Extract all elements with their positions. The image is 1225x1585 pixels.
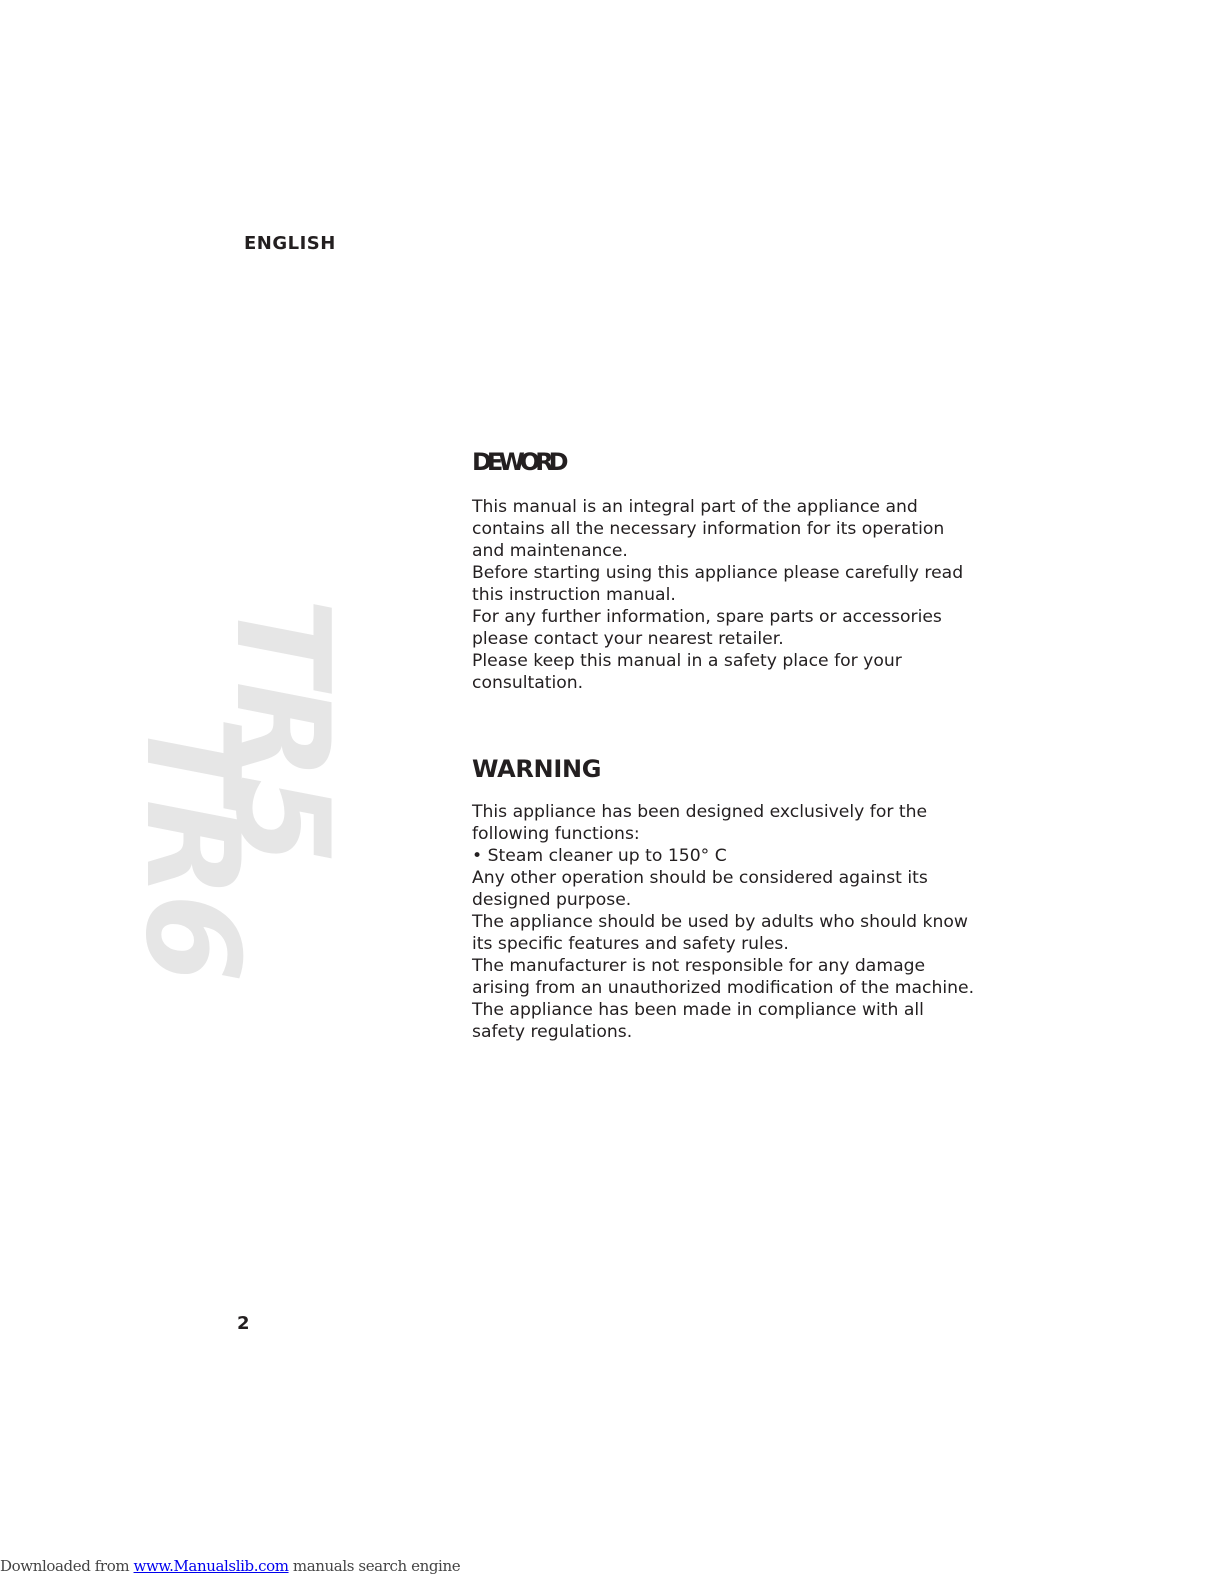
section-warning bbox=[472, 755, 992, 1043]
page-language: ENGLISH bbox=[244, 233, 336, 254]
body-line: The manufacturer is not responsible for any damage bbox=[472, 956, 926, 976]
body-line: Before starting using this appliance please carefully read bbox=[472, 563, 964, 583]
body-line: designed purpose. bbox=[472, 890, 632, 910]
manualslib-link[interactable]: www.Manualslib.com bbox=[133, 1557, 289, 1575]
body-line: please contact your nearest retailer. bbox=[472, 629, 784, 649]
body-line: For any further information, spare parts or accessories bbox=[472, 607, 942, 627]
body-line: its specific features and safety rules. bbox=[472, 934, 789, 954]
watermark-model-tr5: TR5 bbox=[207, 598, 356, 861]
section-title: DEWORD bbox=[472, 448, 564, 476]
body-line: • Steam cleaner up to 150° C bbox=[472, 846, 727, 866]
watermark-model-tr6: TR6 bbox=[117, 716, 266, 979]
body-line: This manual is an integral part of the appliance and bbox=[472, 497, 918, 517]
body-line: this instruction manual. bbox=[472, 585, 676, 605]
body-line: arising from an unauthorized modification of the machine. bbox=[472, 978, 975, 998]
footer-prefix: Downloaded from bbox=[0, 1557, 130, 1575]
section-foreword bbox=[472, 448, 992, 694]
section-body bbox=[472, 801, 992, 1043]
body-line: following functions: bbox=[472, 824, 640, 844]
page-number: 2 bbox=[237, 1313, 250, 1334]
body-line: This appliance has been designed exclusively for the bbox=[472, 802, 928, 822]
section-body bbox=[472, 496, 992, 694]
body-line: The appliance has been made in compliance with all bbox=[472, 1000, 924, 1020]
footer-suffix: manuals search engine bbox=[292, 1557, 461, 1575]
download-footer bbox=[0, 1557, 460, 1575]
body-line: The appliance should be used by adults who should know bbox=[472, 912, 968, 932]
body-line: Any other operation should be considered against its bbox=[472, 868, 928, 888]
section-title: WARNING bbox=[472, 755, 602, 783]
body-line: consultation. bbox=[472, 673, 584, 693]
body-line: Please keep this manual in a safety place for your bbox=[472, 651, 902, 671]
body-line: safety regulations. bbox=[472, 1022, 633, 1042]
body-line: contains all the necessary information for its operation bbox=[472, 519, 945, 539]
body-line: and maintenance. bbox=[472, 541, 628, 561]
